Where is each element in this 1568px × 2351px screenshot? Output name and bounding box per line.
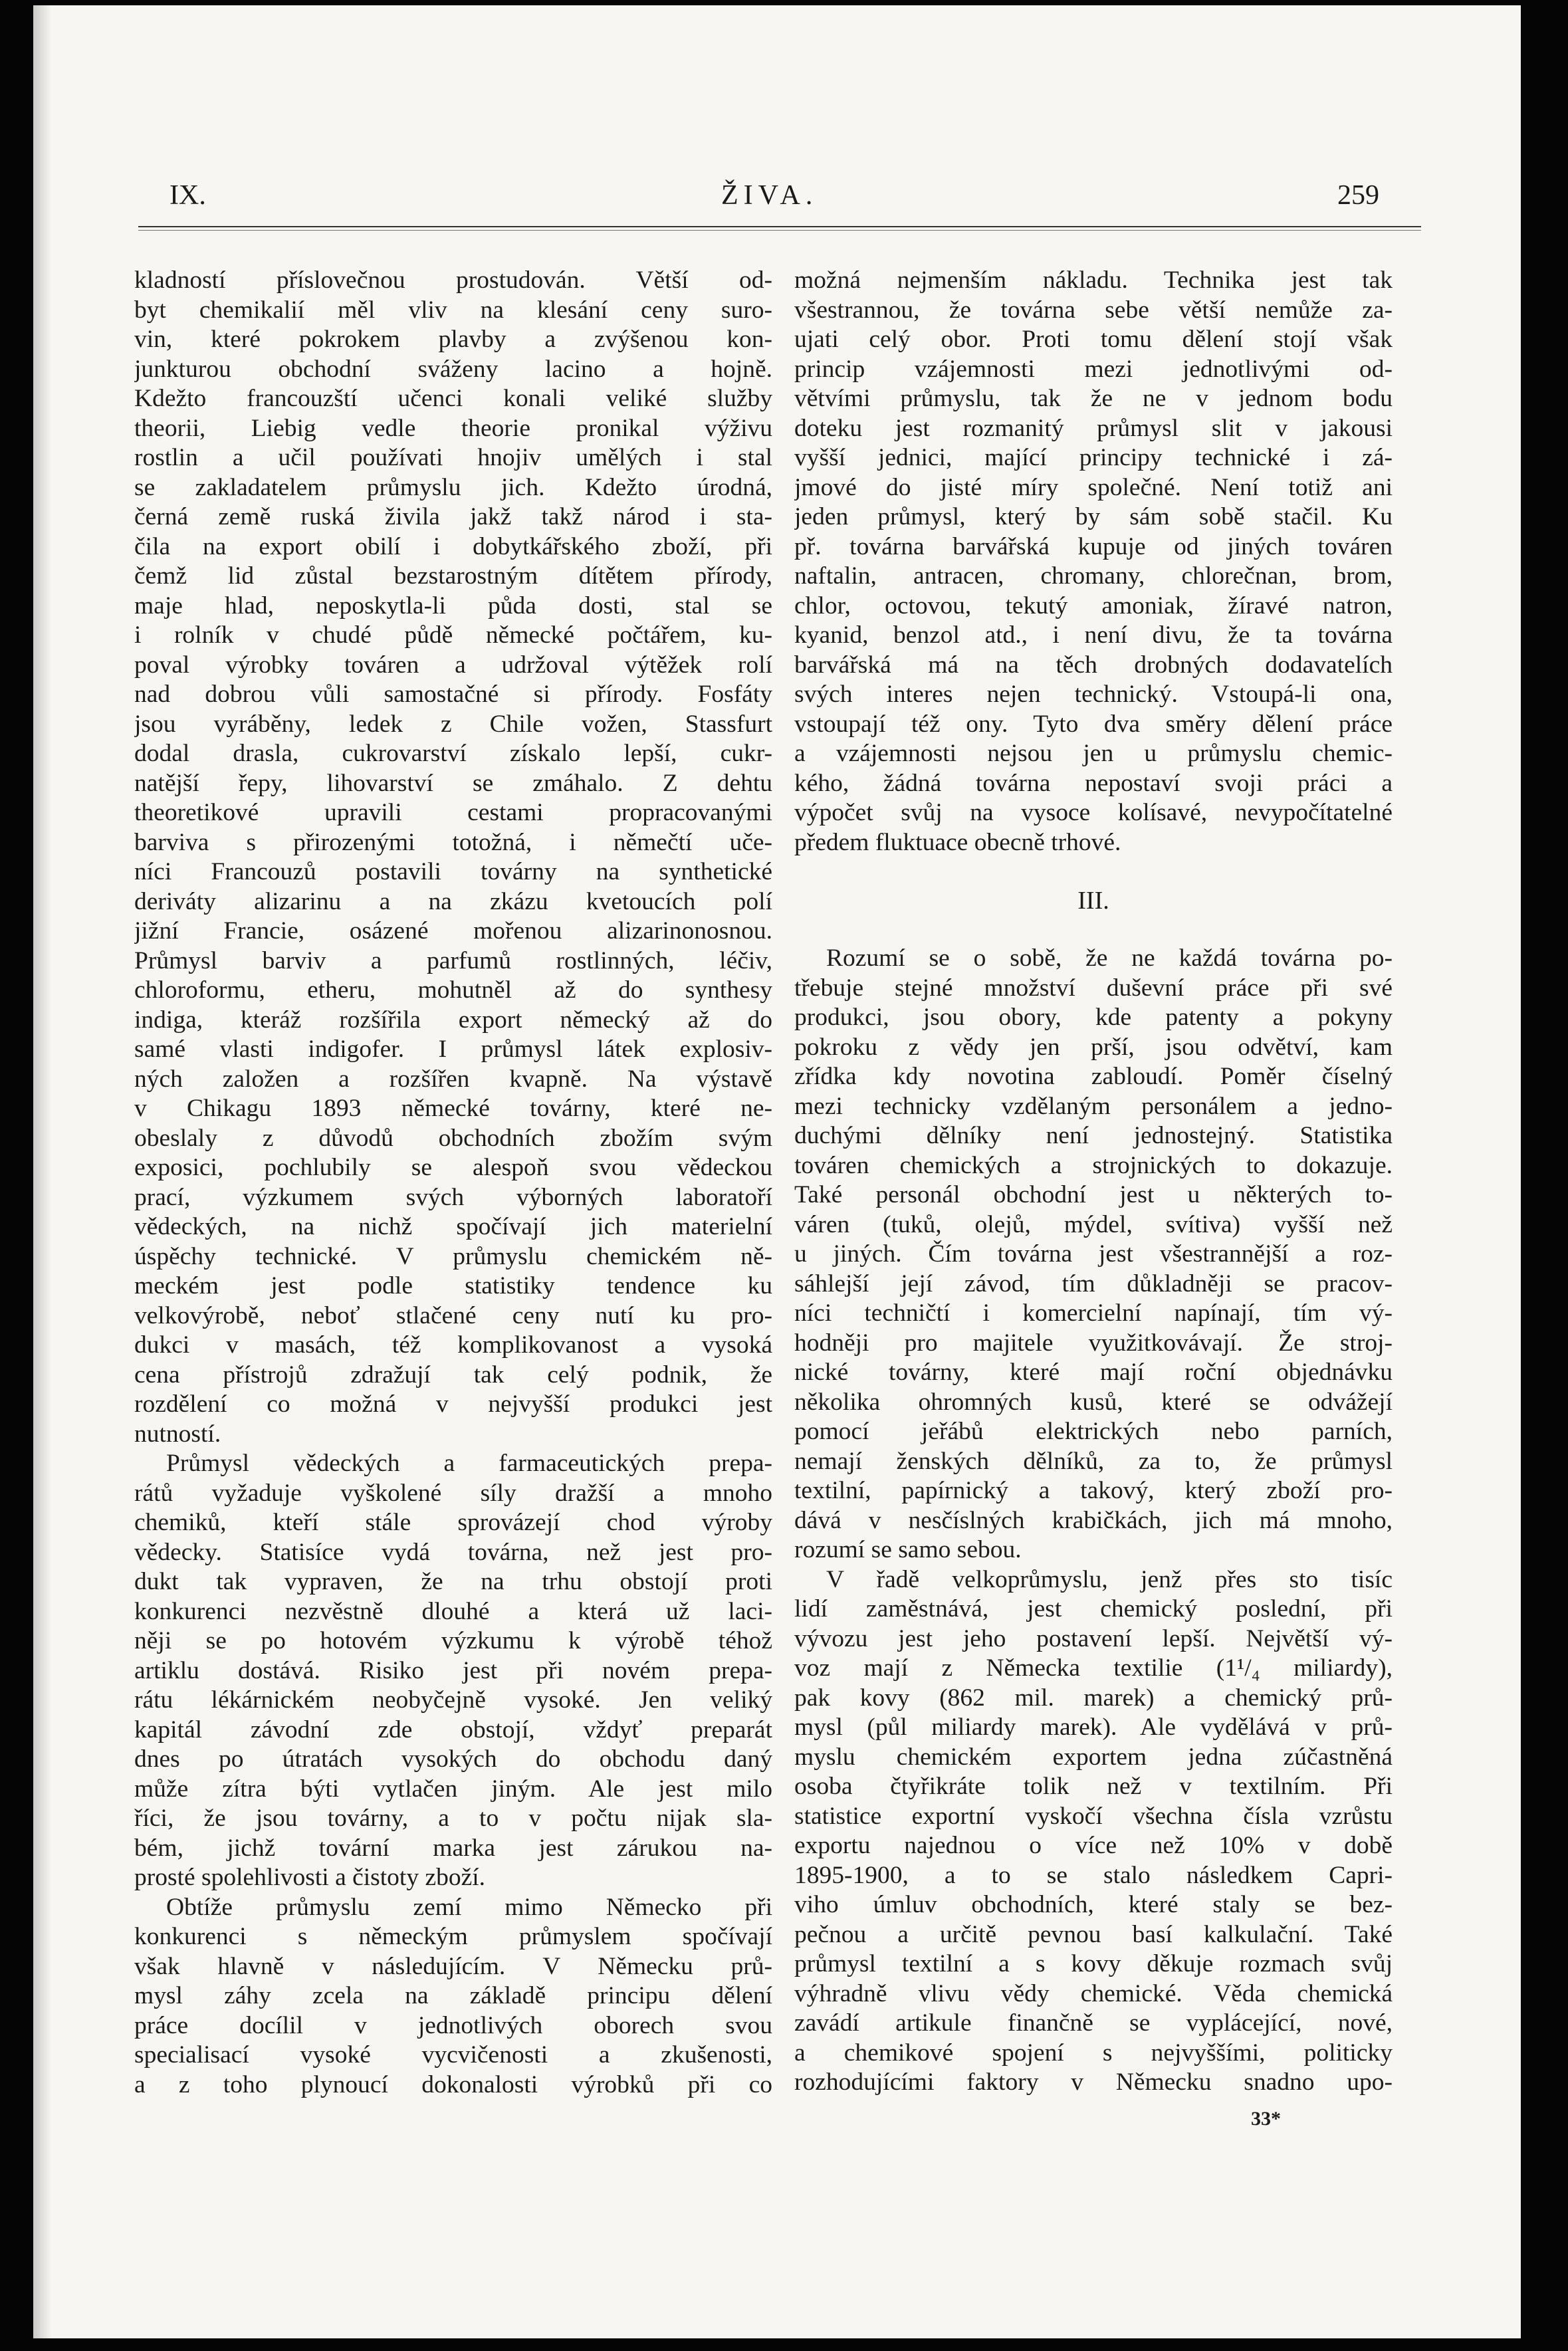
text-line: černá země ruská živila jakž takž národ i sta- xyxy=(134,503,772,530)
header-rule xyxy=(138,226,1421,231)
text-line: prosté spolehlivosti a čistoty zboží. xyxy=(134,1864,486,1891)
text-line: Kdežto francouzští učenci konali veliké služby xyxy=(134,385,772,412)
text-line: Rozumí se o sobě, že ne každá továrna po- xyxy=(826,945,1393,972)
text-line: deriváty alizarinu a na zkázu kvetoucích polí xyxy=(134,887,772,915)
text-line: V řadě velkoprůmyslu, jenž přes sto tisíc xyxy=(826,1565,1393,1593)
text-line: obeslaly z důvodů obchodních zbožím svým xyxy=(134,1124,772,1152)
text-line: továren chemických a strojnických to dokazuje. xyxy=(794,1151,1393,1179)
text-line: barvářská má na těch drobných dodavatelích xyxy=(794,651,1393,679)
text-line: kladností příslovečnou prostudován. Větší od- xyxy=(134,267,772,294)
text-line: všestrannou, že továrna sebe větší nemůže za- xyxy=(794,296,1393,324)
text-line: poval výrobky továren a udržoval výtěžek rolí xyxy=(134,651,772,679)
text-line: mysl záhy zcela na základě principu dělení xyxy=(134,1982,772,2009)
text-line: pečnou a určitě pevnou basí kalkulační. Také xyxy=(794,1920,1393,1948)
text-line: rozdělení co možná v nejvyšší produkci jest xyxy=(134,1391,772,1418)
text-line: se zakladatelem průmyslu jich. Kdežto úrodná, xyxy=(134,473,772,501)
page-edge-shadow xyxy=(33,5,52,2338)
text-line: naftalin, antracen, chromany, chlorečnan, brom, xyxy=(794,562,1393,590)
text-line: váren (tuků, olejů, mýdel, svítiva) vyšší než xyxy=(794,1210,1393,1238)
text-line: kého, žádná továrna nepostaví svoji práci a xyxy=(794,769,1393,797)
text-line: meckém jest podle statistiky tendence ku xyxy=(134,1272,772,1299)
text-line: nické továrny, které mají roční objednávku xyxy=(794,1359,1393,1386)
text-line: vědeckých, na nichž spočívají jich materielní xyxy=(134,1213,772,1240)
text-line: předem fluktuace obecně trhové. xyxy=(794,828,1121,856)
text-line: však hlavně v následujícím. V Německu prů- xyxy=(134,1952,772,1980)
text-line: dukt tak vypraven, že na trhu obstojí proti xyxy=(134,1568,772,1595)
text-line: níci techničtí i komercielní napínají, tím vý- xyxy=(794,1299,1393,1327)
text-line: rátu lékárnickém neobyčejně vysoké. Jen veliký xyxy=(134,1686,772,1714)
text-line: exposici, pochlubily se alespoň svou vědeckou xyxy=(134,1154,772,1181)
text-line: Obtíže průmyslu zemí mimo Německo při xyxy=(166,1893,772,1921)
text-line: u jiných. Čím továrna jest všestrannější a roz- xyxy=(794,1240,1393,1268)
text-line: dnes po útratách vysokých do obchodu daný xyxy=(134,1745,772,1773)
text-line: myslu chemickém exportem jedna zúčastněná xyxy=(794,1743,1393,1771)
text-line: cena přístrojů zdražují tak celý podnik, že xyxy=(134,1361,772,1389)
journal-page xyxy=(33,5,1521,2338)
text-line: lidí zaměstnává, jest chemický poslední, při xyxy=(794,1595,1393,1623)
text-line: Také personál obchodní jest u některých to- xyxy=(794,1181,1393,1208)
text-line: úspěchy technické. V průmyslu chemickém ně- xyxy=(134,1242,772,1270)
text-line: natější řepy, lihovarství se zmáhalo. Z dehtu xyxy=(134,769,772,797)
text-line: nutností. xyxy=(134,1420,221,1448)
text-line: konkurenci s německým průmyslem spočívají xyxy=(134,1923,772,1950)
text-line: theorii, Liebig vedle theorie pronikal výživu xyxy=(134,414,772,442)
text-line: rozhodujícími faktory v Německu snadno upo- xyxy=(794,2069,1393,2096)
text-line: velkovýrobě, neboť stlačené ceny nutí ku pro- xyxy=(134,1301,772,1329)
text-line: dukci v masách, též komplikovanost a vysoká xyxy=(134,1331,772,1359)
text-line: textilní, papírnický a takový, který zboží pro- xyxy=(794,1477,1393,1504)
text-line: čila na export obilí i dobytkářského zboží, při xyxy=(134,532,772,560)
text-line: princip vzájemnosti mezi jednotlivými od- xyxy=(794,355,1393,383)
text-line: dodal drasla, cukrovarství získalo lepší, cukr- xyxy=(134,740,772,767)
text-line: artiklu dostává. Risiko jest při novém prepa- xyxy=(134,1656,772,1684)
journal-title: ŽIVA. xyxy=(721,180,818,211)
text-line: jsou vyráběny, ledek z Chile vožen, Stassfurt xyxy=(134,710,772,738)
text-line: pokroku z vědy jen prší, jsou odvětví, kam xyxy=(794,1033,1393,1061)
text-line: rostlin a učil používati hnojiv umělých i stal xyxy=(134,444,772,471)
section-heading: III. xyxy=(1077,887,1109,915)
text-line: něji se po hotovém výzkumu k výrobě téhož xyxy=(134,1627,772,1654)
text-line: větvími průmyslu, tak že ne v jednom bodu xyxy=(794,385,1393,412)
text-line: byt chemikalií měl vliv na klesání ceny suro- xyxy=(134,296,772,324)
text-line: Průmysl vědeckých a farmaceutických prepa- xyxy=(166,1450,772,1477)
text-line: zavádí artikule finančně se vyplácející, nové, xyxy=(794,2009,1393,2037)
text-line: duchými dělníky není jednostejný. Statistika xyxy=(794,1122,1393,1149)
text-line: říci, že jsou továrny, a to v počtu nijak sla- xyxy=(134,1805,772,1832)
text-line: kyanid, benzol atd., i není divu, že ta továrna xyxy=(794,621,1393,649)
text-line: chlor, octovou, tekutý amoniak, žíravé natron, xyxy=(794,592,1393,619)
text-line: ných založen a rozšířen kvapně. Na výstavě xyxy=(134,1065,772,1093)
text-line: nad dobrou vůli samostačné si přírody. Fosfáty xyxy=(134,681,772,708)
text-line: osoba čtyřikráte tolik než v textilním. Při xyxy=(794,1773,1393,1800)
text-line: v Chikagu 1893 německé továrny, které ne- xyxy=(134,1095,772,1122)
text-line: a vzájemnosti nejsou jen u průmyslu chemic- xyxy=(794,740,1393,767)
text-line: pomocí jeřábů elektrických nebo parních, xyxy=(794,1418,1393,1445)
text-line: vyšší jednici, mající principy technické i zá- xyxy=(794,444,1393,471)
text-line: možná nejmenším nákladu. Technika jest tak xyxy=(794,267,1393,294)
text-line: výhradně vlivu vědy chemické. Věda chemická xyxy=(794,1979,1393,2007)
text-line: čemž lid zůstal bezstarostným dítětem přírody, xyxy=(134,562,772,590)
text-line: vývozu jest jeho postavení lepší. Největší vý- xyxy=(794,1624,1393,1652)
text-line: vin, které pokrokem plavby a zvýšenou kon- xyxy=(134,326,772,353)
text-line: chemiků, kteří stále sprovázejí chod výroby xyxy=(134,1509,772,1536)
right-column-top-text xyxy=(794,266,1393,857)
text-line: př. továrna barvářská kupuje od jiných továren xyxy=(794,532,1393,560)
text-line: výpočet svůj na vysoce kolísavé, nevypočítatelné xyxy=(794,799,1393,826)
text-line: jeden průmysl, který by sám sobě stačil. Ku xyxy=(794,503,1393,530)
text-line: několika ohromných kusů, které se odvážejí xyxy=(794,1388,1393,1416)
text-line: pak kovy (862 mil. marek) a chemický prů- xyxy=(794,1684,1393,1712)
text-line: níci Francouzů postavili továrny na synthetické xyxy=(134,858,772,885)
volume-number: IX. xyxy=(169,180,206,211)
text-line: dává v nesčíslných krabičkách, jich má mnoho, xyxy=(794,1506,1393,1534)
right-column-bottom-text xyxy=(794,944,1393,2098)
right-column xyxy=(794,266,1393,2134)
text-line: třebuje stejné množství duševní práce při své xyxy=(794,974,1393,1002)
running-header xyxy=(33,179,1521,219)
text-line: doteku jest rozmanitý průmysl slit v jakousi xyxy=(794,414,1393,442)
text-line: zřídka kdy novotina zabloudí. Poměr číselný xyxy=(794,1063,1393,1090)
text-line: statistice exportní vyskočí všechna čísla vzrůstu xyxy=(794,1802,1393,1830)
text-line: průmysl textilní a s kovy děkuje rozmach svůj xyxy=(794,1950,1393,1977)
text-line: hodněji pro majitele využitkovávají. Že stroj- xyxy=(794,1329,1393,1357)
text-line: rátů vyžaduje vyškolené síly dražší a mnoho xyxy=(134,1479,772,1507)
text-line: specialisací vysoké vycvičenosti a zkušenosti, xyxy=(134,2041,772,2069)
text-line: rozumí se samo sebou. xyxy=(794,1536,1022,1563)
text-line: práce docílil v jednotlivých oborech svou xyxy=(134,2011,772,2039)
text-line: produkci, jsou obory, kde patenty a pokyny xyxy=(794,1004,1393,1031)
page-number: 259 xyxy=(1337,180,1379,211)
text-line: a z toho plynoucí dokonalosti výrobků při co xyxy=(134,2071,772,2098)
text-line: jmové do jisté míry společné. Není totiž ani xyxy=(794,473,1393,501)
text-line: theoretikové upravili cestami propracovanými xyxy=(134,799,772,826)
text-line: chloroformu, etheru, mohutněl až do synthesy xyxy=(134,976,772,1004)
text-line: může zítra býti vytlačen jiným. Ale jest milo xyxy=(134,1775,772,1803)
text-line: 1895-1900, a to se stalo následkem Capri- xyxy=(794,1861,1393,1889)
text-line: nemají ženských dělníků, za to, že průmysl xyxy=(794,1447,1393,1475)
text-line: jižní Francie, osázené mořenou alizarinonosnou. xyxy=(134,917,772,945)
text-line: a chemikové spojení s nejvyššími, politicky xyxy=(794,2039,1393,2067)
signature-mark: 33* xyxy=(1251,2107,1281,2130)
text-line: voz mají z Německa textilie (1¹/₄ miliardy), xyxy=(794,1654,1393,1682)
text-line: mysl (půl miliardy marek). Ale vydělává v prů- xyxy=(794,1714,1393,1741)
text-line: konkurenci nezvěstně dlouhé a která už laci- xyxy=(134,1597,772,1625)
text-line: exportu najednou o více než 10% v době xyxy=(794,1832,1393,1859)
text-line: mezi technicky vzdělaným personálem a jedno- xyxy=(794,1092,1393,1120)
text-line: junkturou obchodní sváženy lacino a hojně. xyxy=(134,355,772,383)
text-line: maje hlad, neposkytla-li půda dosti, stal se xyxy=(134,592,772,619)
left-column xyxy=(134,266,772,2100)
text-line: indiga, kteráž rozšířila export německý až do xyxy=(134,1006,772,1034)
text-line: vědecky. Statisíce vydá továrna, než jest pro- xyxy=(134,1538,772,1566)
text-line: Průmysl barviv a parfumů rostlinných, léčiv, xyxy=(134,947,772,974)
text-line: samé vlasti indigofer. I průmysl látek explosiv- xyxy=(134,1036,772,1063)
text-line: kapitál závodní zde obstojí, vždyť preparát xyxy=(134,1716,772,1743)
text-line: ujati celý obor. Proti tomu dělení stojí však xyxy=(794,326,1393,353)
text-line: bém, jichž tovární marka jest zárukou na- xyxy=(134,1834,772,1862)
text-line: vstoupají též ony. Tyto dva směry dělení práce xyxy=(794,710,1393,738)
text-line: barviva s přirozenými totožná, i němečtí uče- xyxy=(134,828,772,856)
text-line: svých interes nejen technický. Vstoupá-li ona, xyxy=(794,681,1393,708)
text-line: i rolník v chudé půdě německé počtářem, ku- xyxy=(134,621,772,649)
text-line: sáhlejší její závod, tím důkladněji se pracov- xyxy=(794,1270,1393,1297)
text-line: prací, výzkumem svých výborných laboratoří xyxy=(134,1183,772,1211)
text-line: viho úmluv obchodních, které staly se bez- xyxy=(794,1891,1393,1918)
